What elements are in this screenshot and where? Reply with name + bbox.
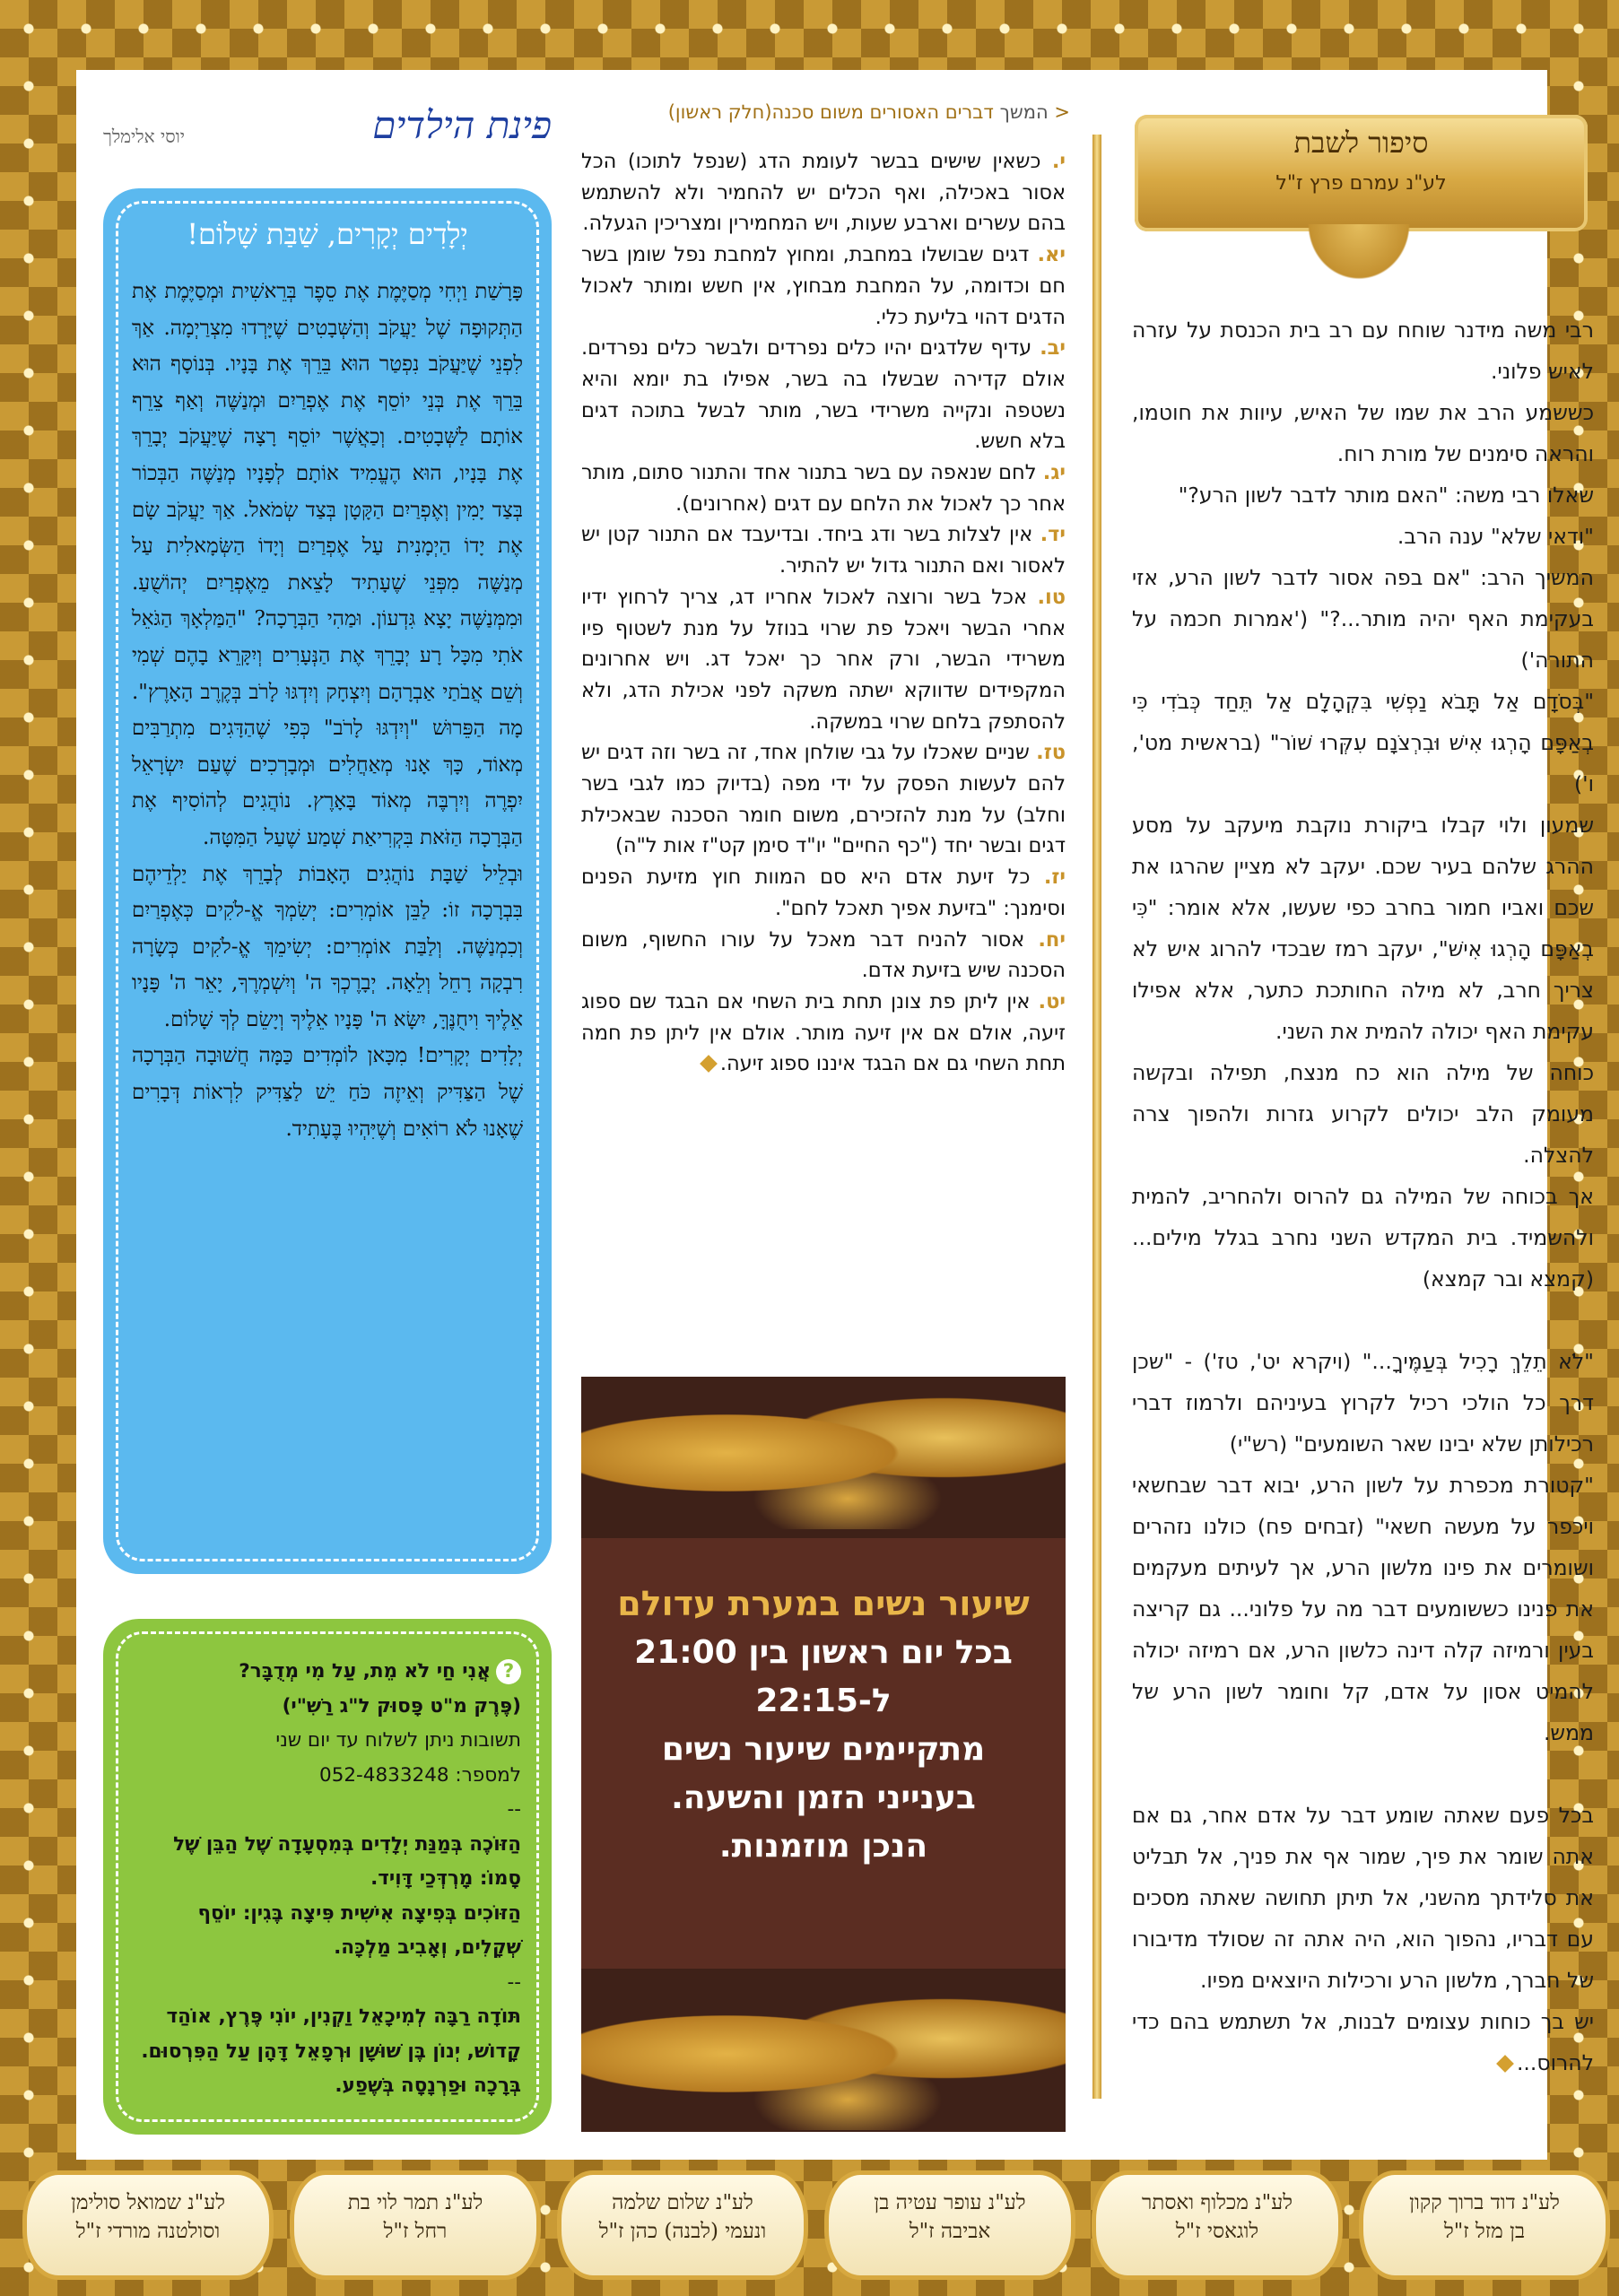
quiz-phone: למספר: 052-4833248 (319, 1763, 521, 1787)
quiz-text (134, 1655, 521, 2104)
kids-paragraph: פָּרָשַׁת וַיְחִי מְסַיֶּמֶת אֶת סֵפֶר בְּרֵאשִׁית וּמְסַיֶּמֶת אֶת הַתְּקוּפָה שֶׁל יַעֲקֹב וְהַשְּׁבָטִים שֶׁיָּרְדוּ מִצְרַיְמָה. אַךְ לִפְנֵי שֶׁיַּעֲקֹב נִפְטַר הוּא בֵּרֵךְ אֶת בָּנָיו. בְּנוֹסָף הוּא בֵּרֵךְ אֶת בְּנֵי יוֹסֵף אֶת אֶפְרַיִם וּמְנַשֶּׁה וְאַף צֵרֵף אוֹתָם לַשְּׁבָטִים. וְכַאֲשֶׁר יוֹסֵף רָצָה שֶׁיַּעֲקֹב יְבָרֵךְ אֶת בָּנָיו, הוּא הֶעֱמִיד אוֹתָם לְפָנָיו מְנַשֶּׁה הַבְּכוֹר בְּצַד יָמִין וְאֶפְרַיִם הַקָּטָן בְּצַד שְׂמֹאל. אַךְ יַעֲקֹב שָׂם אֶת יָדוֹ הַיְמָנִית עַל אֶפְרַיִם וְיָדוֹ הַשְּׂמָאלִית עַל מְנַשֶּׁה מִפְּנֵי שֶׁעָתִיד לָצֵאת מֵאֶפְרַיִם יְהוֹשֻׁעַ. וּמִמְּנַשֶּׁה יָצָא גִּדְעוֹן. וּמַהִי הַבְּרָכָה? "הַמַּלְאָךְ הַגֹּאֵל אֹתִי מִכָּל רָע יְבָרֵךְ אֶת הַנְּעָרִים וְיִקָּרֵא בָהֶם שְׁמִי וְשֵׁם אֲבֹתַי אַבְרָהָם וְיִצְחָק וְיִדְגּוּ לָרֹב בְּקֶרֶב הָאָרֶץ". מָה הַפֵּרוּשׁ "וְיִדְגּוּ לָרֹב" כְּפִי שֶׁהַדָּגִים מִתְרַבִּים מְאוֹד, כָּךְ אָנוּ מְאַחֲלִים וּמְבָרְכִים שֶׁעַם יִשְׂרָאֵל יִפְרֶה וְיִרְבֶּה מְאוֹד בָּאָרֶץ. נוֹהֲגִים לְהוֹסִיף אֶת הַבְּרָכָה הַזֹּאת בִּקְרִיאַת שְׁמַע שֶׁעַל הַמִּטָּה. (132, 280, 523, 849)
column-divider-right (1092, 135, 1101, 2099)
ad-line: מתקיימים שיעור נשים (661, 1731, 986, 1768)
story-paragraph: "בְּסֹדָם אַל תָּבֹא נַפְשִׁי בִּקְהָלָם אַל תֵּחַד כְּבֹדִי כִּי בְאַפָּם הָרְגוּ אִישׁ וּבִרְצֹנָם עִקְּרוּ שׁוֹר" (בראשית מט', ו') (1132, 689, 1594, 796)
story-paragraph: שאלו רבי משה: "האם מותר לדבר לשון הרע?" (1178, 483, 1594, 508)
story-paragraph: רבי משה מידנר שוחח עם רב בית הכנסת על עזרה לאיש פלוני. (1132, 317, 1594, 384)
quiz-question: ?אֲנִי חַי לֹא מֵת, עַל מִי מְדֻבָּר? (134, 1655, 521, 1690)
end-diamond-icon (700, 1055, 718, 1073)
story-paragraph: המשיך הרב: "אם בפה אסור לדבר לשון הרע, אזי בעקימת האף יהיה מותר...?" ('אמרות חכמה על התורה') (1132, 565, 1594, 673)
memorial-plaque: לע"נ מכלוף ואסתר לוגאסי ז"ל (1092, 2170, 1343, 2280)
story-paragraph: "לֹא תֵלֵךְ רָכִיל בְּעַמֶּיךָ..." (ויקרא יט', טז') - "שכן דרך כל הולכי רכיל לקרוץ בעיניהם ולרמוז דברי רכילותן שלא יבינו שאר השומעים" (רש"י) (1132, 1349, 1594, 1457)
continued-header: < המשך דברים האסורים משום סכנה(חלק ראשון) (667, 101, 1070, 123)
ad-line: בכל יום ראשון בין 21:00 (634, 1634, 1013, 1671)
halacha-item: יט. אין ליתן פת צונן תחת בית השחי אם הבגד שם ספוג זיעה, אולם אם אין זיעה מותר. אולם אין ליתן פת חמה תחת השחי גם אם הבגד איננו ספוג זיעה. (581, 989, 1066, 1076)
quiz-separator: -- (507, 1798, 521, 1821)
kids-paragraph: יְלָדִים יְקָרִים! מִכָּאן לוֹמְדִים כַּמָּה חֲשׁוּבָה הַבְּרָכָה שֶׁל הַצַּדִּיק וְאֵיזֶה כֹּחַ יֵשׁ לַצַּדִּיק לִרְאוֹת דְּבָרִים שֶׁאָנוּ לֹא רוֹאִים וְשֶׁיִּהְיוּ בֶּעָתִיד. (132, 1044, 523, 1141)
floral-ornament-icon (581, 1978, 1066, 2130)
halacha-item: יז. כל זיעת אדם היא סם המוות חוץ מזיעת הפנים וסימנך: "בזיעת אפיך תאכל לחם". (581, 865, 1066, 920)
halacha-item: טז. שניים שאכלו על גבי שולחן אחד, זה בשר וזה דגים יש להם לעשות הפסק על ידי מפה (בדיוק כמו לגבי בשר וחלב) על מנת להזכירם, משום חומר הסכנה שבאכילת דגים ובשר יחד ("כף החיים" יו"ד סימן קט"ז אות ל"ה) (581, 741, 1066, 858)
womens-lesson-ad (581, 1377, 1066, 2132)
halacha-item: י. כשאין שישים בבשר לעומת הדג (שנפל לתוכו) הכל אסור באכילה, ואף הכלים יש להחמיר ולא להשתמש בהם עשרים וארבע שעות, ויש המחמירין ומצריכין הגעלה. (581, 150, 1066, 236)
quiz-winner: הַזּוֹכֶה בְּמַנַּת יְלָדִים בְּמִסְעָדָה שֶׁל הַבֵּן שֶׁל סָמוֹ: מָרְדְּכַי דָּוִיד. (173, 1832, 521, 1890)
halacha-item: יד. אין לצלות בשר ודג ביחד. ובדיעבד אם התנור קטן יש לאסור ואם התנור גדול יש להתיר. (581, 523, 1066, 578)
story-banner-title: סיפור לשבת (1293, 126, 1429, 160)
story-banner-subtitle: לע"נ עמרם פרץ ז"ל (1275, 172, 1447, 195)
story-paragraph: כששמע הרב את שמו של האיש, עיוות את חוטמו, והראה סימנים של מורת רוח. (1132, 400, 1594, 466)
quiz-answers-info: תשובות ניתן לשלוח עד יום שני (275, 1729, 521, 1752)
story-paragraph: "קטורת מכפרת על לשון הרע, יבוא דבר שבחשאי ויכפר על מעשה חשאי" (זבחים פח) כולנו נזהרים ושומרים את פינו מלשון הרע, אך לעיתים מעקמים את פנינו כששומעים דבר מה על פלוני... גם קריצה בעין ורמיזה קלה דינה כלשון הרע, אם רמיזה יכולה להמיט אסון על אדם, קל וחומר לשון הרע של ממש. (1132, 1473, 1594, 1745)
memorial-plaque: לע"נ דוד ברוך קקון בן מזל ז"ל (1359, 2170, 1610, 2280)
memorial-plaque: לע"נ שלום שלמה ונעמי (לבנה) כהן ז"ל (557, 2170, 808, 2280)
ad-line: ל-22:15 (755, 1683, 892, 1719)
crown-ornament-icon (1301, 224, 1417, 287)
quiz-source: (פֶּרֶק מ"ט פָּסוּק ל"ג רַשִׁ"י) (282, 1694, 521, 1718)
ad-title: שיעור נשים במערת עדולם (617, 1584, 1030, 1623)
question-mark-icon: ? (496, 1659, 521, 1684)
continued-label: המשך (999, 101, 1049, 123)
floral-ornament-icon (581, 1377, 1066, 1529)
story-text (1132, 309, 1594, 2083)
story-paragraph: בכל פעם שאתה שומע דבר על אדם אחר, גם אם אתה שומר את פיך, שמור אף את פניך, אל תבליט את סלידתך מהשני, אל תיתן תחושה שאתה מסכים עם דבריו, נהפוך הוא, היה אתה זה שסולד מדיבורו של חברך, מלשון הרע ורכילות היוצאים מפיו. (1132, 1803, 1594, 1993)
halacha-text (581, 146, 1066, 1080)
story-banner (1135, 115, 1588, 231)
memorial-plaque: לע"נ עופר עטיה בן אביבה ז"ל (824, 2170, 1075, 2280)
story-paragraph-final: יש בך כוחות עצומים לבנות, אל תשתמש בהם כדי להרוס... (1132, 2009, 1594, 2075)
story-paragraph: שמעון ולוי קבלו ביקורת נוקבת מיעקב על מסע ההרג שלהם בעיר שכם. יעקב לא מציין שהרגו את שכם ואביו חמור בחרב כפי שעשו, אלא אומר: "כִּי בְאַפָּם הָרְגוּ אִישׁ", יעקב רמז שבכדי להרוג איש לא צריך חרב, לא מילה החותכת כתער, אלא אפילו עקימת האף יכולה להמית את השני. (1132, 813, 1594, 1044)
kids-paragraph: וּבְלֵיל שַׁבָּת נוֹהֲגִים הָאָבוֹת לְבָרֵךְ אֶת יַלְדֵיהֶם בִּבְרָכָה זוֹ: לַבֵּן אוֹמְרִים: יְשִׂמְךָ אֱ-לֹקִים כְּאֶפְרַיִם וְכִמְנַשֶּׁה. וְלַבַּת אוֹמְרִים: יְשִׂימֵךְ אֱ-לֹקִים כְּשָׂרָה רִבְקָה רָחֵל וְלֵאָה. יְבָרֶכְךָ ה' וְיִשְׁמְרֶךָ, יָאֵר ה' פָּנָיו אֵלֶיךָ וִיחֻנֶּךָּ, יִשָּׂא ה' פָּנָיו אֵלֶיךָ וְיָשֵׂם לְךָ שָׁלוֹם. (132, 862, 523, 1031)
halacha-item: טו. אכל בשר ורוצה לאכול אחריו דג, צריך לרחוץ ידיו אחרי הבשר ויאכל פת שרוי בנוזל על מנת לשטוף פיו משרידי הבשר, ורק אחר כך יאכל דג. ויש אחרונים המקפידים שדווקא ישתה משקה לפני אכילת הדג, ולא להסתפק בלחם שרוי במשקה. (581, 585, 1066, 734)
continued-title: דברים האסורים משום סכנה(חלק ראשון) (667, 101, 994, 123)
kids-box-text (132, 274, 523, 1147)
halacha-item: יח. אסור להניח דבר מאכל על עורו החשוף, משום הסכנה שיש בזיעת אדם. (581, 927, 1066, 983)
ad-line: הנכן מוזמנות. (718, 1828, 928, 1865)
quiz-separator: -- (507, 1970, 521, 1994)
kids-author: יוסי אלימלך (103, 126, 185, 147)
ad-text-panel (581, 1538, 1066, 1969)
quiz-thanks: תּוֹדָה רַבָּה לְמִיכָאֵל וַקְנִין, יוֹנִי פֶּרֶץ, אוֹהַד קָדוֹשׁ, יְנוֹן בֶּן שׁוּשָׁן וּרְפָאֵל דָּהָן עַל הַפִּרְסוּם. בְּרָכָה וּפַרְנָסָה בְּשֶׁפַע. (141, 2005, 521, 2097)
story-paragraph: כוחה של מילה הוא כח מנצח, תפילה ובקשה מעומק הלב יכולים לקרוע גזרות ולהפוך צרה להצלה. (1132, 1060, 1594, 1168)
kids-story-box (103, 188, 552, 1574)
story-paragraph: אך בכוחה של המילה גם להרוס ולהחריב, להמית ולהשמיד. בית המקדש השני נחרב בגלל מילים... (קמצא ובר קמצא) (1132, 1184, 1594, 1292)
end-diamond-icon (1496, 2055, 1514, 2073)
memorial-plaque: לע"נ תמר לוי בת רחל ז"ל (290, 2170, 541, 2280)
quiz-winner: הַזּוֹכִים בְּפִיצָה אִישִׁית פִּיצָה בֶּגִין: יוֹסֵף שְׁקָלִים, וְאָבִיב מַלְכָּה. (197, 1901, 521, 1959)
halacha-item: יא. דגים שבושלו במחבת, ומחוץ למחבת נפל שומן בשר חם וכדומה, על המחבת מבחוץ, אין חשש ומותר לאכול הדגים דהוי בליעת כלי. (581, 243, 1066, 329)
kids-section-title: פינת הילדים (372, 103, 552, 147)
halacha-item: יב. עדיף שלדגים יהיו כלים נפרדים ולבשר כלים נפרדים. אולם קדירה שבשלו בה בשר, אפילו בת יומא והיא נשטפה ונקייה משרידי בשר, מותר לבשל בתוכה דגים בלא חשש. (581, 336, 1066, 454)
story-paragraph: "ודאי שלא" ענה הרב. (1397, 524, 1594, 549)
kids-quiz-box (103, 1619, 552, 2135)
memorial-plaque: לע"נ שמואל סולימן וסולטנה מורדי ז"ל (22, 2170, 274, 2280)
halacha-item: יג. לחם שנאפה עם בשר בתנור אחד והתנור סתום, מותר אחר כך לאכול את הלחם עם דגים (אחרונים). (581, 461, 1066, 516)
ad-line: בענייני הזמן והשעה. (671, 1779, 976, 1816)
memorial-footer (0, 2170, 1619, 2274)
kids-box-title: יְלָדִים יְקָרִים, שַׁבַּת שָׁלוֹם! (187, 217, 468, 251)
